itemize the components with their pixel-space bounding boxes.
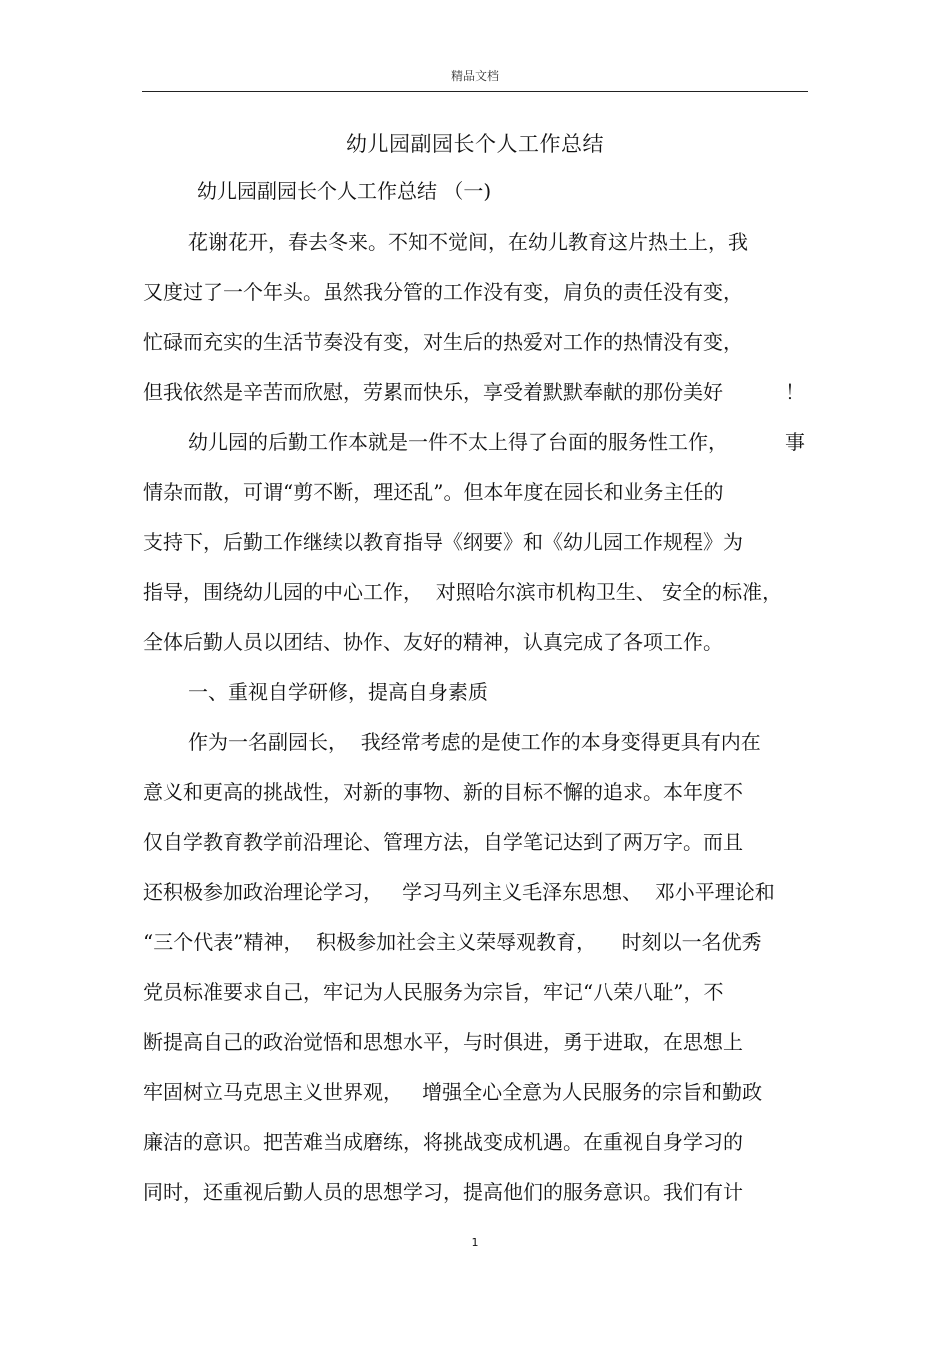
- paragraph-line: 指导，围绕幼儿园的中心工作， 对照哈尔滨市机构卫生、 安全的标准，: [143, 580, 783, 604]
- page-header: 精品文档: [450, 69, 499, 83]
- header-divider: [142, 91, 808, 92]
- paragraph-line: 花谢花开，春去冬来。不知不觉间，在幼儿教育这片热土上，我: [188, 230, 748, 254]
- paragraph-line: 牢固树立马克思主义世界观， 增强全心全意为人民服务的宗旨和勤政: [143, 1080, 763, 1104]
- page-number: 1: [471, 1236, 479, 1249]
- paragraph-line: 作为一名副园长， 我经常考虑的是使工作的本身变得更具有内在: [188, 730, 761, 754]
- paragraph-line: 断提高自己的政治觉悟和思想水平，与时俱进，勇于进取，在思想上: [143, 1030, 743, 1054]
- paragraph-line: 全体后勤人员以团结、协作、友好的精神，认真完成了各项工作。: [143, 630, 723, 654]
- paragraph-line: 党员标准要求自己，牢记为人民服务为宗旨，牢记“八荣八耻”，不: [143, 980, 724, 1004]
- paragraph-line: 又度过了一个年头。虽然我分管的工作没有变，肩负的责任没有变，: [143, 280, 743, 304]
- paragraph-line: 但我依然是辛苦而欣慰，劳累而快乐，享受着默默奉献的那份美好: [143, 380, 723, 404]
- document-title: 幼儿园副园长个人工作总结: [346, 132, 604, 156]
- paragraph-line: 同时，还重视后勤人员的思想学习，提高他们的服务意识。我们有计: [143, 1180, 743, 1204]
- paragraph-line-end: 事: [785, 430, 805, 454]
- section-heading: 一、重视自学研修，提高自身素质: [188, 680, 488, 704]
- paragraph-line: 还积极参加政治理论学习， 学习马列主义毛泽东思想、 邓小平理论和: [143, 880, 775, 904]
- paragraph-line: 仅自学教育教学前沿理论、管理方法，自学笔记达到了两万字。而且: [143, 830, 743, 854]
- paragraph-line: 支持下，后勤工作继续以教育指导《纲要》和《幼儿园工作规程》为: [143, 530, 743, 554]
- paragraph-line: 忙碌而充实的生活节奏没有变，对生后的热爱对工作的热情没有变，: [143, 330, 743, 354]
- paragraph-line: “三个代表”精神， 积极参加社会主义荣辱观教育， 时刻以一名优秀: [143, 930, 762, 954]
- paragraph-line: 意义和更高的挑战性，对新的事物、新的目标不懈的追求。本年度不: [143, 780, 743, 804]
- paragraph-line: 情杂而散，可谓“剪不断，理还乱”。但本年度在园长和业务主任的: [143, 480, 724, 504]
- section-subtitle: 幼儿园副园长个人工作总结 （一): [197, 179, 492, 203]
- paragraph-line: 幼儿园的后勤工作本就是一件不太上得了台面的服务性工作，: [188, 430, 728, 454]
- paragraph-line-end: ！: [785, 380, 805, 404]
- paragraph-line: 廉洁的意识。把苦难当成磨练，将挑战变成机遇。在重视自身学习的: [143, 1130, 743, 1154]
